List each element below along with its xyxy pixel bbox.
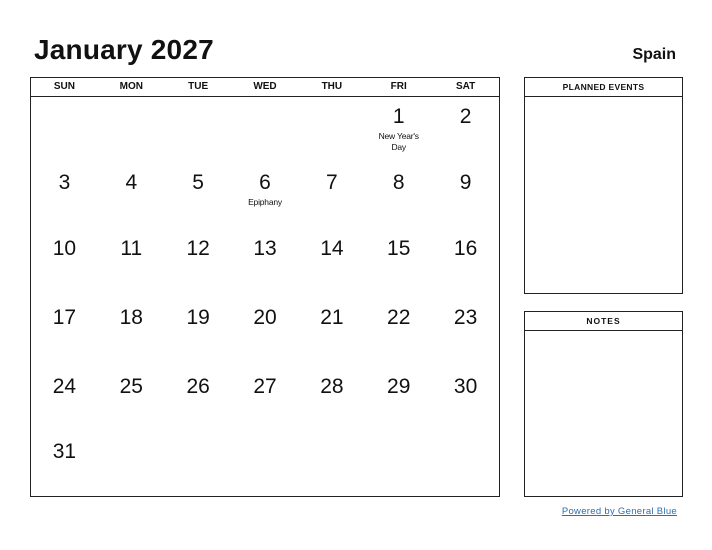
calendar-day-cell bbox=[232, 298, 299, 367]
calendar-day-cell bbox=[98, 367, 165, 432]
calendar-day-cell bbox=[298, 367, 365, 432]
calendar-day-cell bbox=[298, 97, 365, 163]
calendar-week bbox=[31, 298, 499, 367]
weekday-thu: THU bbox=[321, 81, 343, 92]
day-number: 8 bbox=[392, 171, 405, 194]
calendar-day-cell bbox=[165, 298, 232, 367]
calendar-day-cell bbox=[232, 163, 299, 229]
calendar-day-cell bbox=[365, 432, 432, 495]
day-number: 17 bbox=[52, 306, 77, 329]
notes-panel bbox=[524, 311, 683, 497]
day-number: 13 bbox=[253, 237, 277, 260]
day-number: 26 bbox=[186, 375, 210, 398]
day-number: 27 bbox=[253, 375, 277, 398]
calendar-day-cell bbox=[98, 432, 165, 495]
weekday-header-row bbox=[31, 78, 499, 97]
calendar-day-cell bbox=[165, 367, 232, 432]
day-number: 18 bbox=[119, 306, 143, 329]
weekday-sat: SAT bbox=[455, 81, 476, 92]
weekday-wed: WED bbox=[253, 81, 277, 92]
calendar-day-cell bbox=[165, 163, 232, 229]
day-number: 2 bbox=[459, 105, 472, 128]
calendar-day-cell bbox=[232, 432, 299, 495]
calendar-day-cell bbox=[365, 163, 432, 229]
calendar-day-cell bbox=[31, 97, 98, 163]
holiday-label: New Year's Day bbox=[378, 131, 419, 152]
weekday-fri: FRI bbox=[390, 81, 407, 92]
day-number: 24 bbox=[52, 375, 77, 398]
holiday-label: Epiphany bbox=[248, 197, 282, 207]
calendar-week bbox=[31, 229, 499, 298]
weekday-mon: MON bbox=[119, 81, 143, 92]
day-number: 12 bbox=[186, 237, 210, 260]
calendar-day-cell bbox=[365, 367, 432, 432]
day-number: 19 bbox=[186, 306, 210, 329]
calendar-day-cell bbox=[365, 298, 432, 367]
calendar-week bbox=[31, 97, 499, 163]
calendar-day-cell bbox=[165, 432, 232, 495]
calendar-day-cell bbox=[31, 229, 98, 298]
calendar-day-cell bbox=[232, 367, 299, 432]
calendar-day-cell bbox=[432, 298, 499, 367]
calendar-week bbox=[31, 432, 499, 495]
day-number: 7 bbox=[326, 171, 338, 194]
calendar-day-cell bbox=[31, 298, 98, 367]
calendar-day-cell bbox=[298, 163, 365, 229]
day-number: 3 bbox=[58, 171, 71, 194]
calendar-day-cell bbox=[98, 97, 165, 163]
calendar-day-cell bbox=[298, 229, 365, 298]
day-number: 30 bbox=[453, 375, 478, 398]
day-number: 20 bbox=[253, 306, 277, 329]
day-number: 10 bbox=[52, 237, 77, 260]
planned-events-panel bbox=[524, 77, 683, 294]
day-number: 31 bbox=[52, 440, 77, 463]
day-number: 22 bbox=[387, 306, 411, 329]
day-number: 9 bbox=[459, 171, 472, 194]
day-number: 1 bbox=[392, 105, 405, 128]
calendar-day-cell bbox=[98, 163, 165, 229]
day-number: 4 bbox=[125, 171, 138, 194]
page-title: January 2027 bbox=[34, 34, 214, 65]
day-number: 28 bbox=[320, 375, 344, 398]
calendar-day-cell bbox=[432, 432, 499, 495]
calendar-day-cell bbox=[432, 229, 499, 298]
calendar-day-cell bbox=[98, 229, 165, 298]
day-number: 14 bbox=[320, 237, 344, 260]
notes-heading: NOTES bbox=[525, 312, 682, 331]
weekday-tue: TUE bbox=[188, 81, 209, 92]
planned-events-heading: PLANNED EVENTS bbox=[525, 78, 682, 97]
calendar-week bbox=[31, 163, 499, 229]
calendar-day-cell bbox=[432, 367, 499, 432]
day-number: 21 bbox=[320, 306, 344, 329]
calendar-day-cell bbox=[365, 229, 432, 298]
day-number: 25 bbox=[119, 375, 143, 398]
calendar-day-cell bbox=[232, 97, 299, 163]
day-number: 23 bbox=[453, 306, 478, 329]
day-number: 11 bbox=[120, 237, 143, 260]
calendar-day-cell bbox=[298, 432, 365, 495]
day-number: 15 bbox=[387, 237, 411, 260]
calendar-day-cell bbox=[165, 97, 232, 163]
weekday-sun: SUN bbox=[53, 81, 75, 92]
calendar-day-cell bbox=[31, 367, 98, 432]
calendar-grid bbox=[30, 77, 500, 497]
day-number: 6 bbox=[259, 171, 271, 194]
calendar-day-cell bbox=[298, 298, 365, 367]
powered-by-link[interactable]: Powered by General Blue bbox=[561, 506, 677, 517]
calendar-day-cell bbox=[98, 298, 165, 367]
calendar-day-cell bbox=[432, 97, 499, 163]
calendar-day-cell bbox=[165, 229, 232, 298]
calendar-day-cell bbox=[365, 97, 432, 163]
calendar-day-cell bbox=[31, 432, 98, 495]
calendar-day-cell bbox=[232, 229, 299, 298]
calendar-day-cell bbox=[432, 163, 499, 229]
calendar-day-cell bbox=[31, 163, 98, 229]
day-number: 5 bbox=[192, 171, 204, 194]
calendar-weeks bbox=[31, 97, 499, 495]
country-label: Spain bbox=[632, 46, 676, 63]
day-number: 16 bbox=[453, 237, 478, 260]
day-number: 29 bbox=[387, 375, 411, 398]
calendar-week bbox=[31, 367, 499, 432]
